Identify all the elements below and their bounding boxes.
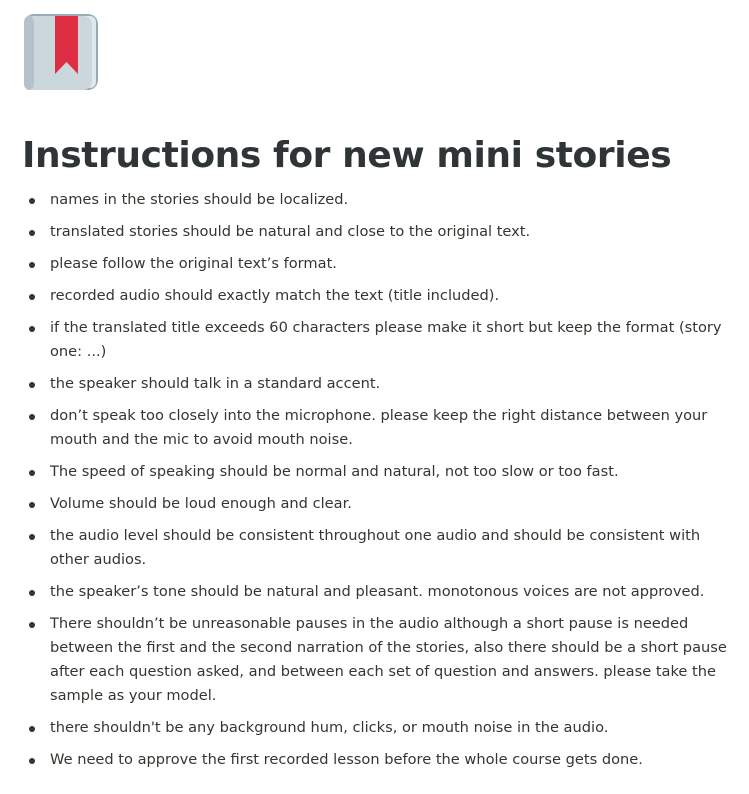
instruction-text: There shouldn’t be unreasonable pauses in the audio although a short pause is needed between the first and the second narration of the stories, also there should be a short pause after each question asked, and between each set of question and answers. please take the sample as your model. [50,615,727,704]
bullet-icon [29,262,35,268]
instruction-text: don’t speak too closely into the microphone. please keep the right distance between your mouth and the mic to avoid mouth noise. [50,407,708,448]
instruction-text: We need to approve the first recorded lesson before the whole course gets done. [50,751,643,768]
page-title: Instructions for new mini stories [22,135,672,176]
list-item [22,716,728,740]
instruction-text: if the translated title exceeds 60 characters please make it short but keep the format (story one: ...) [50,319,722,360]
list-item [22,188,728,212]
bullet-icon [29,382,35,388]
instruction-text: the audio level should be consistent throughout one audio and should be consistent with other audios. [50,527,701,568]
list-item [22,252,728,276]
bullet-icon [29,534,35,540]
instruction-text: recorded audio should exactly match the text (title included). [50,287,500,304]
instruction-list [22,188,728,780]
list-item [22,460,728,484]
bullet-icon [29,502,35,508]
bullet-icon [29,758,35,764]
bullet-icon [29,590,35,596]
instruction-text: the speaker should talk in a standard accent. [50,375,381,392]
list-item [22,748,728,772]
bullet-icon [29,294,35,300]
list-item [22,580,728,604]
list-item [22,316,728,364]
list-item [22,524,728,572]
instruction-text: names in the stories should be localized. [50,191,349,208]
bullet-icon [29,230,35,236]
bullet-icon [29,470,35,476]
list-item [22,492,728,516]
bullet-icon [29,326,35,332]
list-item [22,404,728,452]
bullet-icon [29,622,35,628]
bullet-icon [29,726,35,732]
instruction-text: there shouldn't be any background hum, clicks, or mouth noise in the audio. [50,719,609,736]
list-item [22,612,728,708]
bookmark-book-icon [22,12,100,92]
instruction-text: please follow the original text’s format. [50,255,337,272]
list-item [22,372,728,396]
bullet-icon [29,414,35,420]
instruction-text: the speaker’s tone should be natural and pleasant. monotonous voices are not approved. [50,583,705,600]
instruction-text: translated stories should be natural and close to the original text. [50,223,531,240]
bullet-icon [29,198,35,204]
list-item [22,284,728,308]
list-item [22,220,728,244]
instruction-text: Volume should be loud enough and clear. [50,495,352,512]
instruction-text: The speed of speaking should be normal and natural, not too slow or too fast. [50,463,619,480]
